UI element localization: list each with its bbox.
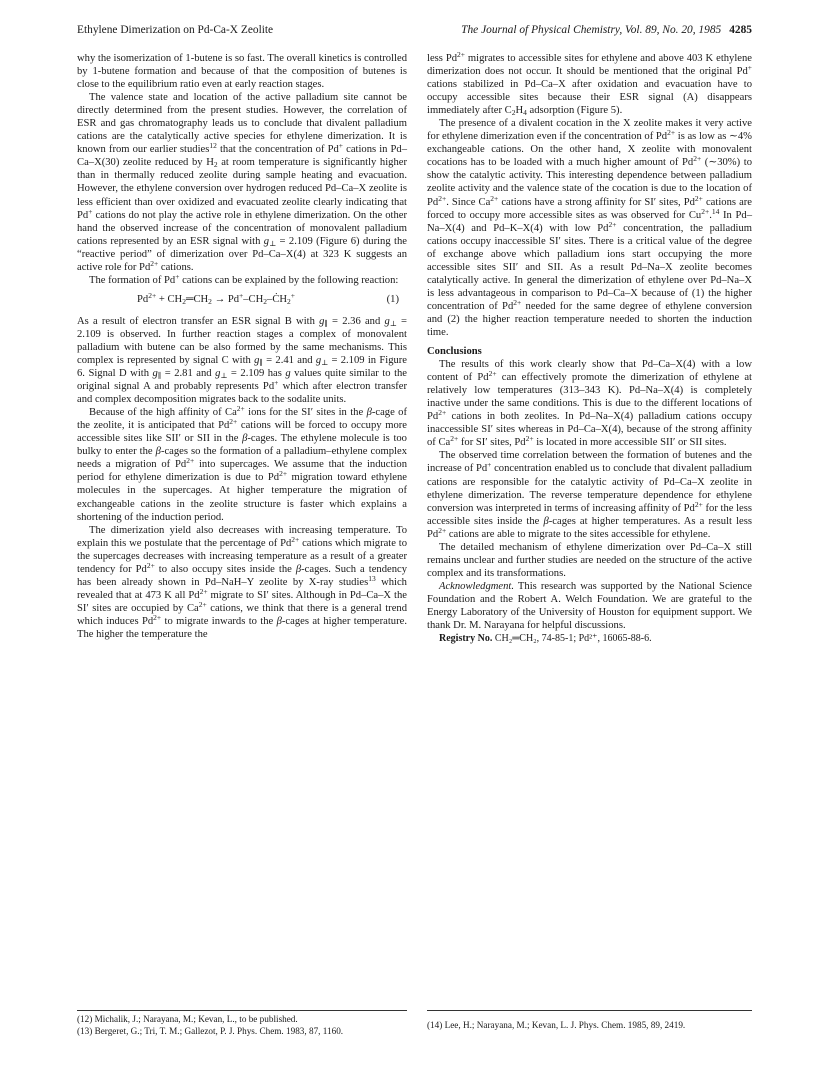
acknowledgment-text: This research was supported by the National Science Foundation and the Robert A. Welch Foundation. We are grateful to the Energy Laboratory of the University of Houston for equipment support. We thank Dr. M. Narayana for helpful discussions. xyxy=(427,580,752,632)
footnote-rule-left xyxy=(77,1010,407,1011)
page-number: 4285 xyxy=(729,24,752,36)
paragraph: The results of this work clearly show that Pd–Ca–X(4) with a low content of $Pd^{2+}$ can effectively promote the dimerization of ethylene at relatively low temperatures (313–343 K). Pd–Na–X(4) is completely inactive under the same conditions. This is due to the different locations of $Pd^{2+}$ cations in both zeolites. In Pd–Na–X(4) palladium cations occupy inaccessible SI′ sites whereas in Pd–Ca–X(4), because of the strong affinity of $Ca^{2+}$ for SI′ sites, $Pd^{2+}$ is located in more accessible SII′ or SII sites. xyxy=(427,359,752,449)
paragraph: Because of the high affinity of $Ca^{2+}$ ions for the SI′ sites in the β-cage of the zeolite, it is anticipated that $Pd^{2+}$ cations will be forced to occupy more accessible sites like SII′ or SII in the β-cages. The ethylene molecule is too bulky to enter the β-cages so the formation of a palladium–ethylene complex needs a migration of $Pd^{2+}$ into supercages. We assume that the induction period for ethylene dimerization is due to $Pd^{2+}$ migration toward ethylene molecules in the supercages. At higher temperature the migration of exchangeable cations in the zeolite structure is faster which explains a shortening of the induction period. xyxy=(77,404,408,523)
paragraph: The formation of Pd+ cations can be explained by the following reaction: xyxy=(89,271,399,286)
equation xyxy=(77,290,407,309)
journal-citation: The Journal of Physical Chemistry, Vol. 89, No. 20, 1985 4285 xyxy=(461,24,752,36)
equation-number: (1) xyxy=(386,293,399,305)
running-header xyxy=(77,24,752,42)
registry-label: Registry No. xyxy=(439,633,493,645)
left-column xyxy=(77,52,407,641)
paragraph: The valence state and location of the active palladium site cannot be directly determined from the present studies. However, the correlation of ESR and gas chromatography leads us to conclude that divalent palladium cations are the catalytically active species for ethylene dimerization. It is known from our earlier studies$^{12}$ that the concentration of Pd+ cations in Pd–Ca–X(30) zeolite reduced by $H_2$ at room temperature is significantly higher than in thermally reduced zeolite during sample heating and evacuation. However, the ethylene conversion over hydrogen reduced Pd–Ca–X zeolite is less efficient than over oxidized and evacuated zeolite clearly indicating that Pd+ cations do not play the active role in ethylene dimerization. On the other hand the observed increase of the concentration of monovalent palladium cations represented by an ESR signal with $g_\perp = 2.109$ (Figure 6) during the “reactive period” of dimerization over Pd–Ca–X(4) at 323 K suggests an active role for $Pd^{2+}$ cations. xyxy=(77,92,408,273)
paragraph: less $Pd^{2+}$ migrates to accessible sites for ethylene and above 403 K ethylene dimerization does not occur. It should be mentioned that the original Pd+ cations stabilized in Pd–Ca–X after oxidation and evacuation have to occupy accessible sites because their ESR signal (A) disappears immediately after $C_2H_4$ adsorption (Figure 5). xyxy=(427,50,752,118)
footnote-13: (13) Bergeret, G.; Tri, T. M.; Gallezot, P. J. Phys. Chem. 1983, 87, 1160. xyxy=(77,1025,344,1036)
paragraph: The presence of a divalent cocation in the X zeolite makes it very active for ethylene dimerization even if the concentration of $Pd^{2+}$ is as low as ∼4% exchangeable cations. On the other hand, X zeolite with monovalent cocations has to be loaded with a much higher amount of $Pd^{2+}$ (∼30%) to show the catalytic activity. This interesting dependence between palladium zeolite activity and the valence state of the cocation is due to the location of $Pd^{2+}$. Since $Ca^{2+}$ cations have a strong affinity for SI′ sites, $Pd^{2+}$ cations are forced to occupy more accessible sites as was observed for $Cu^{2+}.^{14}$ In Pd–Na–X(4) and Pd–K–X(4) with low $Pd^{2+}$ concentration, the palladium cations occupy inaccessible SI′ sites. There is a critical value of the degree of exchange above which palladium ions start occupying the more accessible sites SII′ and SII. As a result Pd–Na–X zeolite becomes catalytically active. In general the dimerization of ethylene over Pd–Na–X is less advantageous in comparison to Pd–Ca–X because of (1) the higher concentration of $Pd^{2+}$ needed for the same degree of ethylene conversion and (2) the higher reaction temperature needed to shorten the induction time. xyxy=(427,118,752,338)
paragraph: The detailed mechanism of ethylene dimerization over Pd–Ca–X still remains unclear and further studies are needed on the structure of the active complex and its transformations. xyxy=(427,541,752,579)
paragraph: why the isomerization of 1-butene is so fast. The overall kinetics is controlled by 1-butene formation and because of that the composition of butenes is close to the equilibrium ratio even at early reaction stages. xyxy=(77,53,407,91)
paragraph: The observed time correlation between the formation of butenes and the increase of Pd+ concentration enabled us to conclude that divalent palladium cations are responsible for the catalytic activity of Pd–Ca–X zeolite in ethylene dimerization. The reverse temperature dependence for ethylene conversion was interpreted in terms of increasing affinity of $Pd^{2+}$ for the less accessible sites inside the β-cages at higher temperatures. As a result less $Pd^{2+}$ cations are able to migrate to the sites accessible for ethylene. xyxy=(427,450,752,540)
equation-body: $Pd^{2+}$ + $CH_2═CH_2$ → $Pd^+-CH_2-ĊH_2^+$ xyxy=(137,290,296,306)
footnotes-right xyxy=(427,1020,757,1032)
footnote-rule-right xyxy=(427,1010,752,1011)
footnote-14: (14) Lee, H.; Narayana, M.; Kevan, L. J. Phys. Chem. 1985, 89, 2419. xyxy=(427,1020,686,1030)
running-title: Ethylene Dimerization on Pd-Ca-X Zeolite xyxy=(77,24,274,36)
paragraph: The dimerization yield also decreases with increasing temperature. To explain this we postulate that the percentage of $Pd^{2+}$ cations which migrate to the supercages decreases with increasing temperature as a result of a greater tendency for $Pd^{2+}$ to also occupy sites inside the β-cages. Such a tendency has been already shown in Pd–NaH–Y zeolite by X-ray studies$^{13}$ which revealed that at 473 K all $Pd^{2+}$ migrate to SI′ sites. Although in Pd–Ca–X the SI′ sites are occupied by $Ca^{2+}$ cations, we think that there is a general trend which induces $Pd^{2+}$ to migrate inwards to the β-cages at higher temperature. The higher the temperature the xyxy=(77,524,408,640)
paragraph: As a result of electron transfer an ESR signal B with $g_\parallel = 2.36$ and $g_\perp = 2.109$ is observed. In further reaction stages a complex of monovalent palladium with butene can be also formed by the same mechanisms. This complex is represented by signal C with $g_\parallel = 2.41$ and $g_\perp = 2.109$ in Figure 6. Signal D with $g_\parallel = 2.81$ and $g_\perp = 2.109$ has g values quite similar to the original signal A and probably represents Pd+ which after electron transfer and complex decomposition migrates back to the sodalite units. xyxy=(77,315,408,406)
footnotes-left xyxy=(77,1014,417,1037)
right-column xyxy=(427,52,752,645)
footnote-12: (12) Michalik, J.; Narayana, M.; Kevan, L., to be published. xyxy=(77,1014,298,1024)
acknowledgment xyxy=(427,580,752,632)
registry-text: CH₂═CH₂, 74-85-1; Pd²⁺, 16065-88-6. xyxy=(494,633,652,645)
registry-numbers xyxy=(427,632,752,645)
acknowledgment-label: Acknowledgment. xyxy=(439,580,515,592)
section-heading: Conclusions xyxy=(427,346,482,358)
